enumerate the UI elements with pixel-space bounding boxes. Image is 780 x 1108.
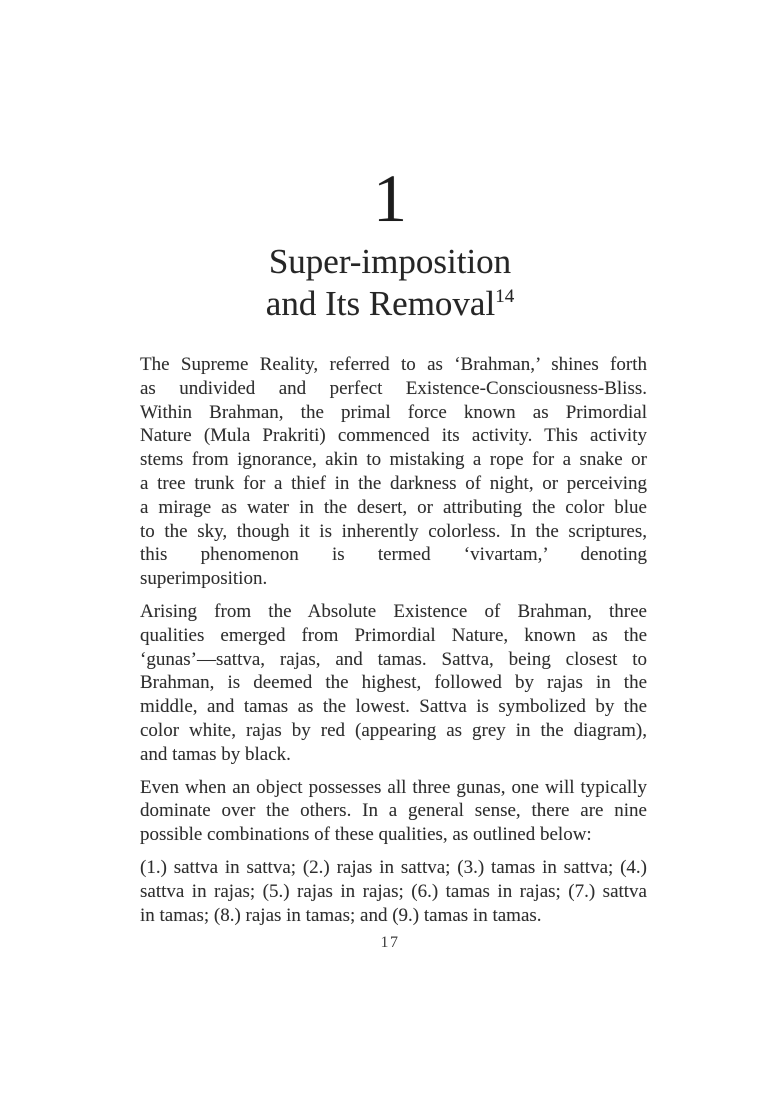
text-line: ‘gunas’—sattva, rajas, and tamas. Sattva, being closest to	[140, 648, 647, 670]
chapter-title-line2-text: and Its Removal	[265, 284, 496, 323]
chapter-title-line1: Super-imposition	[268, 242, 512, 281]
text-line: in tamas; (8.) rajas in tamas; and (9.) tamas in tamas.	[140, 904, 542, 926]
text-line: color white, rajas by red (appearing as grey in the diagram),	[140, 719, 647, 741]
text-line: Brahman, is deemed the highest, followed by rajas in the	[140, 672, 647, 694]
chapter-title	[0, 241, 780, 325]
page-number: 17	[380, 934, 400, 951]
text-line: stems from ignorance, akin to mistaking a rope for a snake or	[140, 449, 647, 471]
text-line: to the sky, though it is inherently colorless. In the scriptures,	[140, 520, 647, 542]
text-line: qualities emerged from Primordial Nature, known as the	[140, 624, 647, 646]
text-line: possible combinations of these qualities, as outlined below:	[140, 824, 592, 846]
text-line: dominate over the others. In a general sense, there are nine	[140, 800, 647, 822]
text-line: a mirage as water in the desert, or attributing the color blue	[140, 496, 647, 518]
text-line: The Supreme Reality, referred to as ‘Brahman,’ shines forth	[140, 354, 647, 375]
body-text	[140, 353, 647, 927]
chapter-title-line2	[0, 283, 780, 325]
chapter-head	[0, 0, 780, 325]
footnote-reference: 14	[495, 286, 515, 307]
chapter-number: 1	[373, 160, 407, 236]
text-line: Even when an object possesses all three gunas, one will typically	[140, 776, 647, 798]
text-line: Nature (Mula Prakriti) commenced its activity. This activity	[140, 425, 647, 447]
paragraph	[140, 600, 647, 767]
text-line: superimposition.	[140, 568, 268, 590]
text-line: and tamas by black.	[140, 743, 291, 765]
paragraph	[140, 776, 647, 847]
text-line: middle, and tamas as the lowest. Sattva is symbolized by the	[140, 696, 647, 718]
text-line: Arising from the Absolute Existence of Brahman, three	[140, 600, 647, 622]
text-line: (1.) sattva in sattva; (2.) rajas in sattva; (3.) tamas in sattva; (4.)	[140, 856, 647, 878]
text-line: sattva in rajas; (5.) rajas in rajas; (6.) tamas in rajas; (7.) sattva	[140, 880, 647, 902]
text-line: Within Brahman, the primal force known as Primordial	[140, 401, 647, 423]
paragraph	[140, 856, 647, 927]
text-line: this phenomenon is termed ‘vivartam,’ denoting	[140, 544, 647, 566]
text-line: a tree trunk for a thief in the darkness of night, or perceiving	[140, 472, 647, 494]
paragraph	[140, 353, 647, 591]
text-line: as undivided and perfect Existence-Consciousness-Bliss.	[140, 377, 647, 399]
